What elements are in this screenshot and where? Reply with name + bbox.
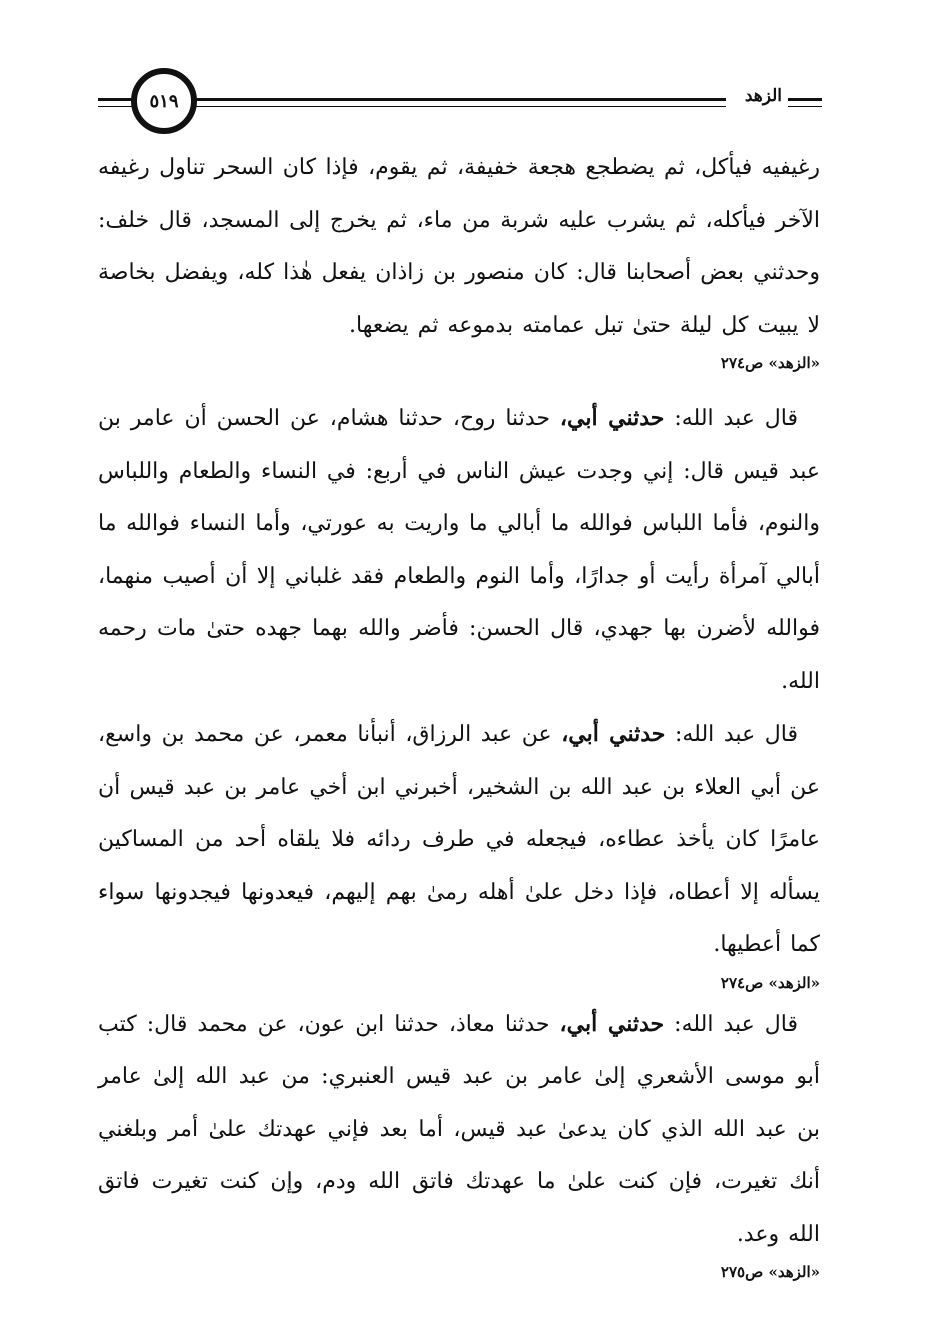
header-rule-right [788, 98, 822, 101]
header-rule-main-thin [194, 106, 726, 107]
paragraph-2 [98, 392, 820, 708]
page-content [98, 142, 820, 1301]
paragraph-1: رغيفيه فيأكل، ثم يضطجع هجعة خفيفة، ثم يقوم، فإذا كان السحر تناول رغيفه الآخر فيأكله، ثم يشرب عليه شربة من ماء، ثم يخرج إلى المسجد، قال خلف: وحدثني بعض أصحابنا قال: كان منصور بن زاذان يفعل هٰذا كله، ويفضل بخاصة لا يبيت كل ليلة حتىٰ تبل عمامته بدموعه ثم يضعها. [98, 155, 820, 338]
header-rule-right-thin [788, 106, 822, 107]
paragraph-3-text: عن عبد الرزاق، أنبأنا معمر، عن محمد بن واسع، عن أبي العلاء بن عبد الله بن الشخير، أخبرني ابن أخي عامر بن عبد قيس أن عامرًا كان يأخذ عطاءه، فيجعله في طرف ردائه فلا يلقاه أحد من المساكين يسأله إلا أعطاه، فإذا دخل علىٰ أهله رمىٰ بهم إليهم، فيعدونها فيجدونها سواء كما أعطيها. [98, 722, 820, 957]
page-number: ٥١٩ [131, 68, 197, 134]
running-title: الزهد [739, 86, 788, 106]
source-citation-1: «الزهد» ص٢٧٤ [720, 354, 820, 372]
paragraph-4-intro: قال عبد الله: [664, 1011, 799, 1037]
paragraph-4-text: حدثنا معاذ، حدثنا ابن عون، عن محمد قال: كتب أبو موسى الأشعري إلىٰ عامر بن عبد قيس العنبري: من عبد الله إلىٰ عامر بن عبد الله الذي كان يدعىٰ عبد قيس، أما بعد فإني عهدتك علىٰ أمر وبلغني أنك تغيرت، فإن كنت علىٰ ما عهدتك فاتق الله ودم، وإن كنت تغيرت فاتق الله وعد. [98, 1011, 820, 1247]
paragraph-4 [98, 998, 820, 1262]
paragraph-4-lead: حدثني أبي، [559, 1010, 665, 1037]
header-rule-main [194, 98, 726, 101]
paragraph-3-lead: حدثني أبي، [561, 721, 666, 747]
source-citation-4: «الزهد» ص٢٧٥ [720, 1263, 820, 1281]
paragraph-2-text: حدثنا روح، حدثنا هشام، عن الحسن أن عامر بن عبد قيس قال: إني وجدت عيش الناس في أربع: في النساء والطعام واللباس والنوم، فأما اللباس فوالله ما أبالي ما واريت به عورتي، وأما النساء فوالله ما أبالي آمرأة رأيت أو جدارًا، وأما النوم والطعام فقد غلباني إلا أن أصيب منهما، فوالله لأضرن بها جهدي، قال الحسن: فأضر والله بهما جهده حتىٰ مات رحمه الله. [98, 406, 820, 694]
page-header [98, 64, 822, 138]
paragraph-2-intro: قال عبد الله: [664, 406, 798, 431]
paragraph-2-lead: حدثني أبي، [559, 405, 665, 431]
paragraph-3-intro: قال عبد الله: [665, 722, 798, 747]
paragraph-3 [98, 708, 820, 972]
source-citation-3: «الزهد» ص٢٧٤ [720, 973, 820, 992]
